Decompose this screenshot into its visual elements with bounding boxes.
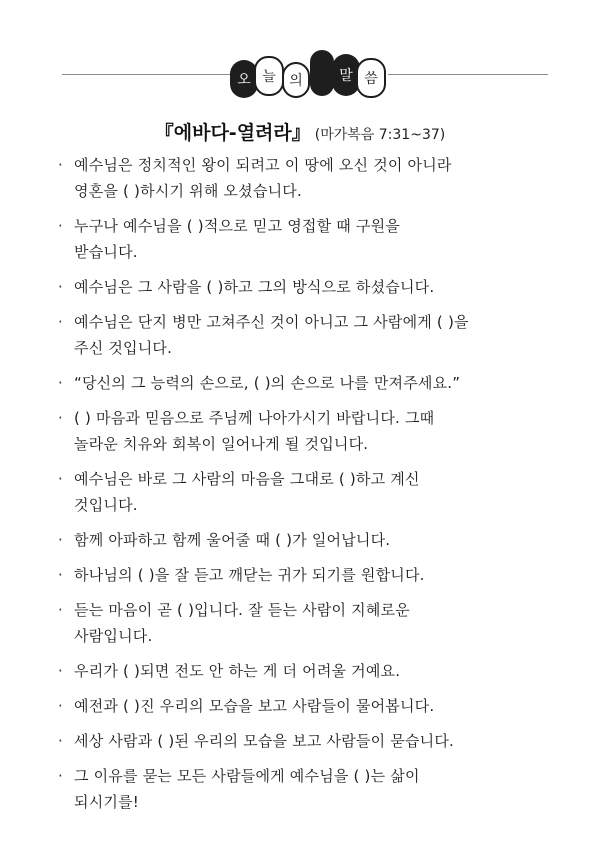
bullet-dot: ·: [58, 156, 63, 174]
list-item: [58, 728, 558, 754]
badge-char-text: 말: [339, 68, 353, 84]
header-rule-right: [388, 74, 548, 75]
list-item: [58, 658, 558, 684]
badge-char-ui: [282, 62, 310, 98]
list-item: [58, 405, 558, 457]
badge-char-text: 씀: [364, 71, 378, 87]
list-item: [58, 274, 558, 300]
bullet-dot: ·: [58, 531, 63, 549]
item-line: ( ) 마음과 믿음으로 주님께 나아가시기 바랍니다. 그때: [74, 409, 435, 427]
list-item: [58, 309, 558, 361]
bullet-dot: ·: [58, 601, 63, 619]
fill-in-blank-list: [58, 152, 558, 824]
bullet-dot: ·: [58, 566, 63, 584]
item-line: 사람입니다.: [74, 627, 153, 645]
bullet-dot: ·: [58, 470, 63, 488]
item-line: 예수님은 단지 병만 고쳐주신 것이 아니고 그 사람에게 ( )을: [74, 313, 469, 331]
list-item: [58, 466, 558, 518]
list-item: [58, 527, 558, 553]
badge-char-sseum: [356, 58, 386, 98]
bullet-dot: ·: [58, 732, 63, 750]
item-line: 세상 사람과 ( )된 우리의 모습을 보고 사람들이 묻습니다.: [74, 732, 454, 750]
item-line: 예수님은 바로 그 사람의 마음을 그대로 ( )하고 계신: [74, 470, 420, 488]
item-line: 누구나 예수님을 ( )적으로 믿고 영접할 때 구원을: [74, 217, 400, 235]
bullet-dot: ·: [58, 767, 63, 785]
list-item: [58, 763, 558, 815]
list-item: [58, 370, 558, 396]
item-line: 예전과 ( )진 우리의 모습을 보고 사람들이 물어봅니다.: [74, 697, 435, 715]
item-line: 주신 것입니다.: [74, 339, 173, 357]
bullet-dot: ·: [58, 217, 63, 235]
sermon-title-main: 『에바다-열려라』: [154, 122, 311, 144]
item-line: 영혼을 ( )하시기 위해 오셨습니다.: [74, 182, 302, 200]
todays-word-badge: [230, 50, 390, 102]
bullet-dot: ·: [58, 409, 63, 427]
item-line: 받습니다.: [74, 243, 138, 261]
sermon-title: [0, 118, 600, 145]
badge-char-text: 늘: [262, 69, 276, 85]
badge-dark-block: [310, 50, 334, 96]
bullet-dot: ·: [58, 313, 63, 331]
list-item: [58, 597, 558, 649]
list-item: [58, 693, 558, 719]
item-line: 우리가 ( )되면 전도 안 하는 게 더 어려울 거예요.: [74, 662, 401, 680]
item-line: 놀라운 치유와 회복이 일어나게 될 것입니다.: [74, 435, 369, 453]
bullet-dot: ·: [58, 697, 63, 715]
item-line: 하나님의 ( )을 잘 듣고 깨닫는 귀가 되기를 원합니다.: [74, 566, 425, 584]
bullet-dot: ·: [58, 662, 63, 680]
header-rule-left: [62, 74, 237, 75]
item-line: 되시기를!: [74, 793, 139, 811]
item-line: 그 이유를 묻는 모든 사람들에게 예수님을 ( )는 삶이: [74, 767, 420, 785]
list-item: [58, 213, 558, 265]
list-item: [58, 152, 558, 204]
badge-char-text: 의: [289, 73, 303, 89]
item-line: 함께 아파하고 함께 울어줄 때 ( )가 일어납니다.: [74, 531, 391, 549]
scripture-reference: (마가복음 7:31~37): [314, 127, 446, 143]
badge-char-neul: [254, 56, 284, 96]
badge-char-text: 오: [237, 72, 251, 88]
item-line: “당신의 그 능력의 손으로, ( )의 손으로 나를 만져주세요.”: [74, 374, 461, 392]
bullet-dot: ·: [58, 374, 63, 392]
bullet-dot: ·: [58, 278, 63, 296]
item-line: 듣는 마음이 곧 ( )입니다. 잘 듣는 사람이 지혜로운: [74, 601, 410, 619]
item-line: 예수님은 정치적인 왕이 되려고 이 땅에 오신 것이 아니라: [74, 156, 452, 174]
list-item: [58, 562, 558, 588]
item-line: 예수님은 그 사람을 ( )하고 그의 방식으로 하셨습니다.: [74, 278, 435, 296]
item-line: 것입니다.: [74, 496, 138, 514]
